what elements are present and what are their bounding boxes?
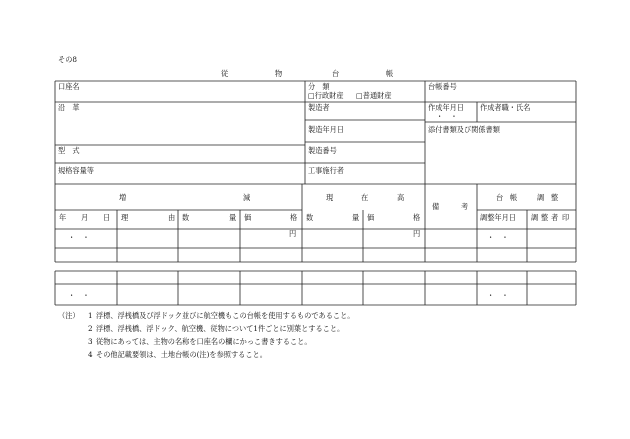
category-option-administrative: □行政財産 [308, 91, 344, 100]
decrease-char: 減 [243, 193, 251, 202]
increase-char: 増 [119, 193, 127, 202]
col-cur-price-2: 格 [413, 213, 421, 222]
manufacture-date-label: 製造年月日 [308, 125, 344, 134]
title-char-3: 台 [332, 69, 340, 78]
name-label: 口座名 [58, 82, 80, 91]
note-3-num: 3 [88, 337, 93, 346]
adjustment-char-1: 台 [496, 193, 504, 202]
adjustment-char-3: 調 [537, 193, 545, 202]
col-adjuster-1: 調 [531, 213, 539, 222]
row1-date-dots: ・ ・ [68, 233, 90, 242]
col-reason-1: 理 [121, 213, 129, 222]
adjustment-char-4: 整 [551, 193, 559, 202]
note-2-num: 2 [88, 324, 93, 333]
col-cur-price-1: 価 [367, 213, 375, 222]
note-4-num: 4 [88, 350, 93, 359]
rowlast-adjust-date-dots: ・ ・ [487, 291, 509, 300]
col-qty-1: 数 [182, 213, 190, 222]
title-char-2: 物 [275, 69, 283, 78]
capacity-label: 規格容量等 [58, 166, 94, 175]
adjustment-char-2: 帳 [510, 193, 518, 202]
note-3-text: 従物にあっては、主物の名称を口座名の欄にかっこ書きすること。 [96, 337, 312, 346]
row1-yen-2: 円 [413, 229, 421, 238]
history-label: 沿 革 [58, 103, 80, 112]
col-price-1: 価 [244, 213, 252, 222]
current-char-2: 在 [361, 193, 369, 202]
note-2-text: 浮標、浮桟橋、浮ドック、航空機、従物について1件ごとに別葉とすること。 [96, 324, 345, 333]
col-adjust-date: 調整年月日 [480, 213, 516, 222]
serial-label: 製造番号 [308, 146, 337, 155]
col-adjuster-3: 者 [551, 213, 559, 222]
ledger-number-label: 台帳番号 [428, 82, 457, 91]
col-adjuster-4: 印 [562, 213, 570, 222]
rowlast-date-dots: ・ ・ [68, 291, 90, 300]
model-label: 型 式 [58, 146, 80, 155]
created-date-value: ・ ・ [436, 112, 458, 121]
form-number: その8 [58, 55, 77, 64]
col-price-2: 格 [290, 213, 298, 222]
category-label: 分 類 [308, 82, 330, 91]
row1-yen-1: 円 [289, 229, 297, 238]
current-char-3: 高 [397, 193, 405, 202]
col-cur-qty-2: 量 [352, 213, 360, 222]
maker-label: 製造者 [308, 103, 330, 112]
note-4-text: その他記載要領は、土地台帳の(注)を参照すること。 [96, 350, 267, 359]
row1-adjust-date-dots: ・ ・ [487, 233, 509, 242]
col-month: 月 [81, 213, 89, 222]
remarks-char-1: 備 [432, 202, 440, 211]
col-cur-qty-1: 数 [306, 213, 314, 222]
title-char-4: 帳 [386, 69, 394, 78]
col-adjuster-2: 整 [541, 213, 549, 222]
contractor-label: 工事施行者 [308, 166, 344, 175]
created-date-label: 作成年月日 [428, 103, 464, 112]
category-option-general: □普通財産 [356, 91, 392, 100]
col-reason-2: 由 [168, 213, 176, 222]
note-1-text: 浮標、浮桟橋及び浮ドック並びに航空機もこの台帳を使用するものであること。 [96, 311, 355, 320]
col-year: 年 [59, 213, 67, 222]
remarks-char-2: 考 [461, 202, 469, 211]
creator-label: 作成者職・氏名 [480, 103, 531, 112]
col-qty-2: 量 [229, 213, 237, 222]
title-char-1: 従 [221, 69, 229, 78]
note-1-num: 1 [88, 311, 93, 320]
attached-docs-label: 添付書類及び関係書類 [428, 125, 500, 134]
notes-prefix: （注） [58, 311, 80, 320]
current-char-1: 現 [326, 193, 334, 202]
col-day: 日 [103, 213, 111, 222]
